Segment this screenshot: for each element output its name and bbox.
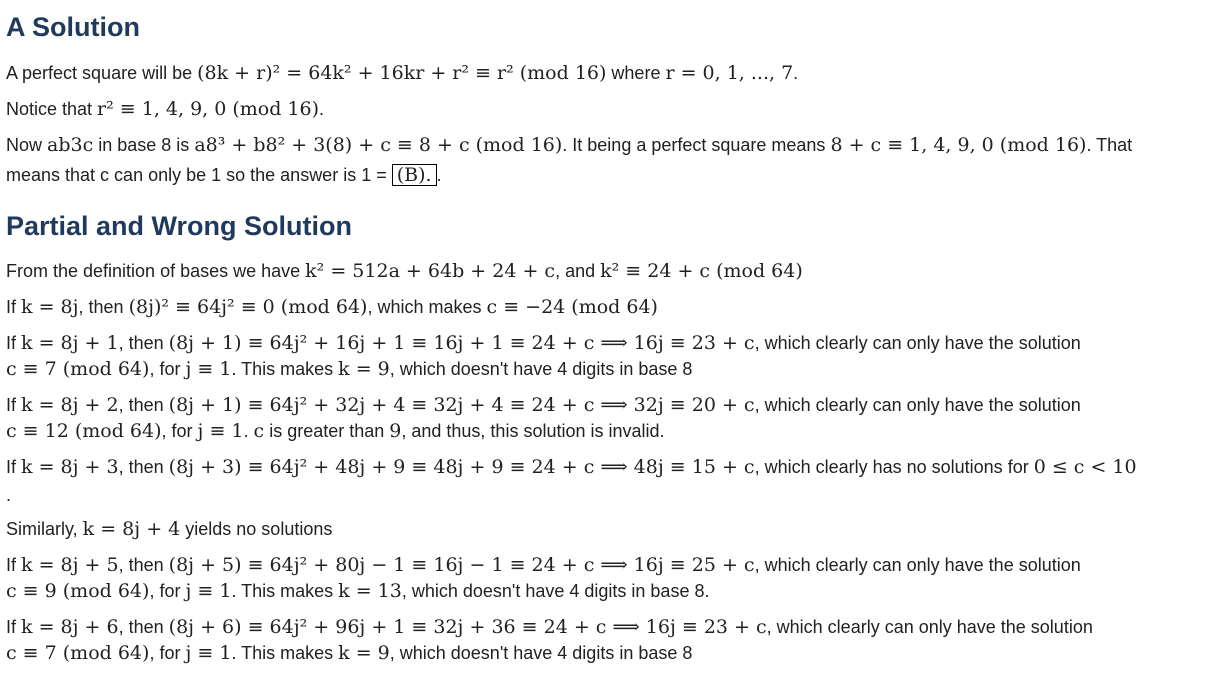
text-segment: , which clearly has no solutions for xyxy=(754,457,1034,477)
math-expression: c ≡ 12 (mod 64) xyxy=(6,420,162,442)
math-expression: 8 + c ≡ 1, 4, 9, 0 (mod 16) xyxy=(830,134,1087,156)
math-expression: (8k + r)² = 64k² + 16kr + r² ≡ r² (mod 16) xyxy=(197,62,607,84)
solution-line xyxy=(6,98,324,120)
text-segment: . That xyxy=(1086,135,1133,155)
text-segment: . This makes xyxy=(231,359,339,379)
math-expression: k = 8j + 5 xyxy=(21,554,119,576)
math-expression: j ≡ 1 xyxy=(185,358,232,380)
text-segment: If xyxy=(6,617,22,637)
text-segment: If xyxy=(6,297,22,317)
text-segment: If xyxy=(6,457,22,477)
math-expression: j ≡ 1 xyxy=(185,580,232,602)
solution-line xyxy=(6,580,709,602)
math-expression: c ≡ 9 (mod 64) xyxy=(6,580,150,602)
solution-line xyxy=(6,642,692,664)
math-expression: (8j)² ≡ 64j² ≡ 0 (mod 64) xyxy=(128,296,368,318)
text-segment: , which doesn't have 4 digits in base 8 xyxy=(389,643,693,663)
text-segment: , which makes xyxy=(367,297,487,317)
math-expression: 0 ≤ c < 10 xyxy=(1033,456,1137,478)
math-expression: c xyxy=(253,420,265,442)
math-expression: k² = 512a + 64b + 24 + c xyxy=(305,260,556,282)
math-expression: (8j + 5) ≡ 64j² + 80j − 1 ≡ 16j − 1 ≡ 24 + c ⟹ 16j ≡ 25 + c xyxy=(168,554,755,576)
solution-line xyxy=(6,134,1132,156)
text-segment: , then xyxy=(118,617,169,637)
text-segment: , and xyxy=(555,261,601,281)
math-expression: (8j + 6) ≡ 64j² + 96j + 1 ≡ 32j + 36 ≡ 24 + c ⟹ 16j ≡ 23 + c xyxy=(168,616,767,638)
text-segment: . It being a perfect square means xyxy=(562,135,831,155)
text-segment: Similarly, xyxy=(6,519,83,539)
math-expression: (8j + 1) ≡ 64j² + 16j + 1 ≡ 16j + 1 ≡ 24 + c ⟹ 16j ≡ 23 + c xyxy=(168,332,755,354)
solution-line xyxy=(6,484,11,506)
math-expression: j ≡ 1 xyxy=(185,642,232,664)
text-segment: , which doesn't have 4 digits in base 8 xyxy=(389,359,693,379)
text-segment: , then xyxy=(118,457,169,477)
math-expression: k = 13 xyxy=(338,580,402,602)
text-segment: where xyxy=(606,63,666,83)
section-heading-partial-wrong: Partial and Wrong Solution xyxy=(6,211,353,241)
text-segment: . xyxy=(319,99,325,119)
math-expression: k = 8j + 6 xyxy=(21,616,119,638)
solution-line xyxy=(6,394,1081,416)
text-segment: . xyxy=(6,485,12,505)
math-expression: a8³ + b8² + 3(8) + c ≡ 8 + c (mod 16) xyxy=(194,134,563,156)
text-segment: , then xyxy=(118,333,169,353)
text-segment: , which clearly can only have the solution xyxy=(754,555,1081,575)
text-segment: in base 8 is xyxy=(93,135,195,155)
math-expression: ab3c xyxy=(47,134,94,156)
text-segment: , and thus, this solution is invalid. xyxy=(401,421,665,441)
text-segment: . This makes xyxy=(231,643,339,663)
text-segment: , for xyxy=(161,421,198,441)
text-segment: is greater than xyxy=(264,421,390,441)
math-expression: r² ≡ 1, 4, 9, 0 (mod 16) xyxy=(97,98,320,120)
math-expression: k² ≡ 24 + c (mod 64) xyxy=(600,260,803,282)
text-segment: , then xyxy=(78,297,129,317)
text-segment: If xyxy=(6,395,22,415)
math-expression: (8j + 1) ≡ 64j² + 32j + 4 ≡ 32j + 4 ≡ 24 + c ⟹ 32j ≡ 20 + c xyxy=(168,394,755,416)
solution-line xyxy=(6,296,658,318)
math-expression: k = 9 xyxy=(338,358,390,380)
text-segment: Now xyxy=(6,135,48,155)
solution-line xyxy=(6,554,1081,576)
text-segment: means that c can only be 1 so the answer is 1 = xyxy=(6,165,392,185)
text-segment: From the definition of bases we have xyxy=(6,261,306,281)
text-segment: , for xyxy=(149,359,186,379)
math-expression: 9 xyxy=(389,420,402,442)
text-segment: yields no solutions xyxy=(180,519,333,539)
text-segment: , then xyxy=(118,555,169,575)
text-segment: . This makes xyxy=(231,581,339,601)
text-segment: , for xyxy=(149,581,186,601)
math-expression: k = 8j xyxy=(21,296,79,318)
math-expression: (8j + 3) ≡ 64j² + 48j + 9 ≡ 48j + 9 ≡ 24 + c ⟹ 48j ≡ 15 + c xyxy=(168,456,755,478)
math-expression: j ≡ 1 xyxy=(197,420,244,442)
math-expression: k = 8j + 4 xyxy=(82,518,181,540)
solution-line xyxy=(6,518,332,540)
math-expression: r = 0, 1, ..., 7 xyxy=(665,62,794,84)
solution-line xyxy=(6,164,442,186)
text-segment: , which clearly can only have the solution xyxy=(754,333,1081,353)
text-segment: , which clearly can only have the solution xyxy=(754,395,1081,415)
math-expression: c ≡ 7 (mod 64) xyxy=(6,642,150,664)
text-segment: , which clearly can only have the solution xyxy=(766,617,1093,637)
solution-line xyxy=(6,260,803,282)
text-segment: If xyxy=(6,555,22,575)
solution-line xyxy=(6,456,1137,478)
solution-line xyxy=(6,616,1093,638)
solution-line xyxy=(6,358,692,380)
text-segment: , which doesn't have 4 digits in base 8. xyxy=(401,581,710,601)
math-expression: k = 8j + 3 xyxy=(21,456,119,478)
math-expression: c ≡ −24 (mod 64) xyxy=(486,296,658,318)
text-segment: Notice that xyxy=(6,99,98,119)
solution-line xyxy=(6,332,1081,354)
section-heading-solution: A Solution xyxy=(6,12,140,42)
math-expression: k = 8j + 2 xyxy=(21,394,119,416)
text-segment: . xyxy=(243,421,254,441)
text-segment: A perfect square will be xyxy=(6,63,198,83)
text-segment: , for xyxy=(149,643,186,663)
text-segment: . xyxy=(436,165,442,185)
solution-line xyxy=(6,420,665,442)
math-expression: k = 9 xyxy=(338,642,390,664)
text-segment: . xyxy=(793,63,799,83)
math-expression: k = 8j + 1 xyxy=(21,332,119,354)
math-expression: c ≡ 7 (mod 64) xyxy=(6,358,150,380)
text-segment: If xyxy=(6,333,22,353)
solution-line xyxy=(6,62,798,84)
boxed-answer: (B). xyxy=(392,164,437,186)
text-segment: , then xyxy=(118,395,169,415)
